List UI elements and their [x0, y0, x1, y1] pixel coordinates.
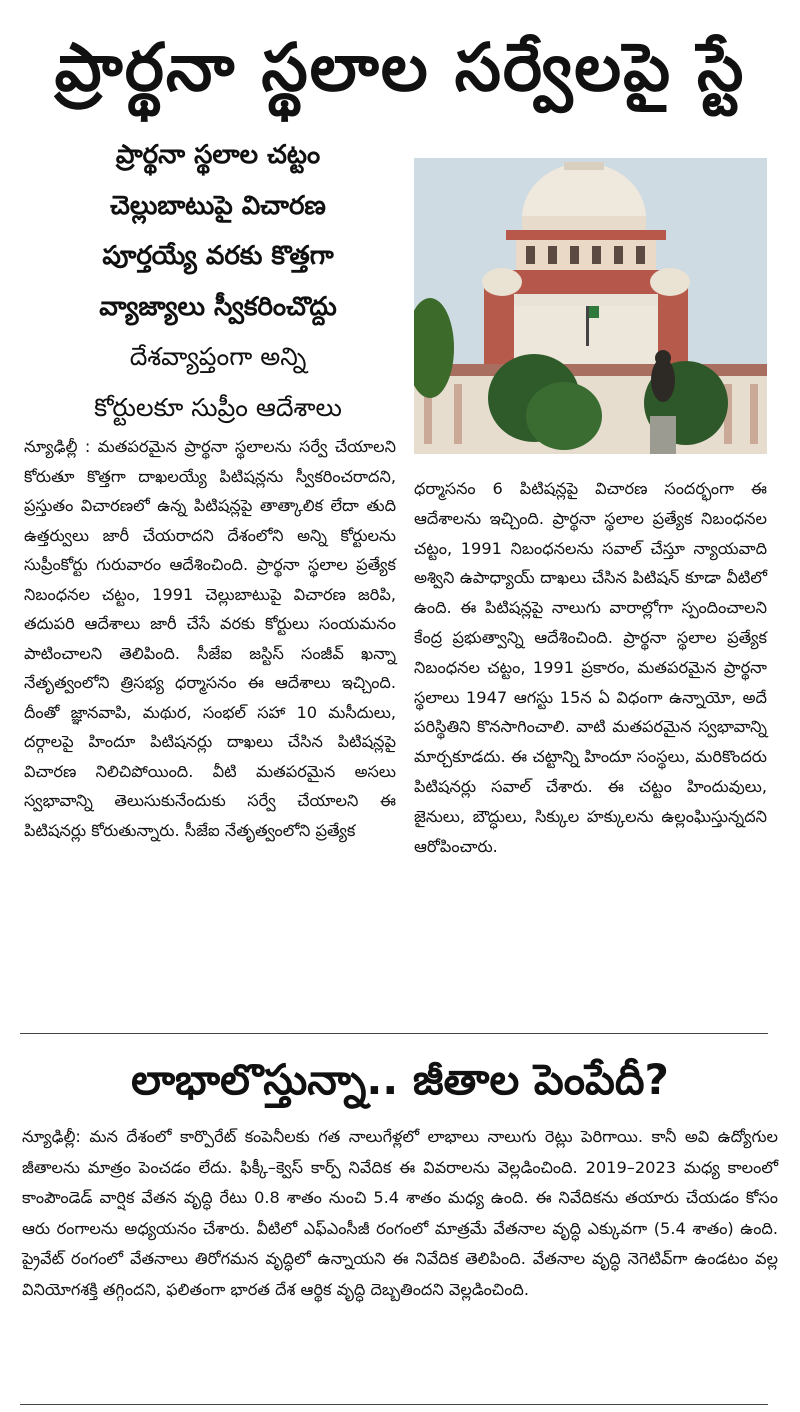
bottom-divider [20, 1404, 768, 1405]
story2-headline: లాభాలొస్తున్నా.. జీతాల పెంపేదీ? [131, 1055, 669, 1104]
subheading-line: దేశవ్యాప్తంగా అన్ని [129, 342, 307, 371]
story1-body-right-column: ధర్మాసనం 6 పిటిషన్లపై విచారణ సందర్భంగా ఈ ఆదేశాలను ఇచ్చింది. ప్రార్థనా స్థలాల ప్రత్యేక నిబంధనల చట్టం, 1991 నిబంధనలను సవాల్ చేస్తూ న్యాయవాది అశ్విని ఉపాధ్యాయ్ దాఖలు చేసిన పిటిషన్ కూడా వీటిలో ఉంది. ఈ పిటిషన్లపై నాలుగు వారాల్లోగా స్పందించాలని కేంద్ర ప్రభుత్వాన్ని ఆదేశించింది. ప్రార్థనా స్థలాల ప్రత్యేక నిబంధనల చట్టం, 1991 ప్రకారం, మతపరమైన ప్రార్థనా స్థలాలు 1947 ఆగస్టు 15న ఏ విధంగా ఉన్నాయో, అదే పరిస్థితిని కొనసాగించాలి. వాటి మతపరమైన స్వభావాన్ని మార్చకూడదు. ఈ చట్టాన్ని హిందూ సంస్థలు, మరికొందరు పిటిషనర్లు సవాల్ చేశారు. ఈ చట్టం హిందువులు, జైనులు, బౌద్ధులు, సిక్కుల హక్కులను ఉల్లంఘిస్తున్నదని ఆరోపించారు. [414, 479, 767, 856]
story1-headline: ప్రార్థనా స్థలాల సర్వేలపై స్టే [54, 29, 746, 106]
subheading-line: ప్రార్థనా స్థలాల చట్టం [115, 140, 321, 170]
subheading-line: చెల్లుబాటుపై విచారణ [110, 190, 326, 221]
story1-subheadings [38, 130, 398, 433]
supreme-court-photo [414, 158, 767, 454]
subheading-line: కోర్టులకూ సుప్రీం ఆదేశాలు [94, 392, 342, 422]
section-divider [20, 1033, 768, 1034]
supreme-court-illustration [414, 158, 767, 454]
subheading-line: వ్యాజ్యాలు స్వీకరించొద్దు [99, 291, 337, 322]
story2-body: న్యూఢిల్లీ: మన దేశంలో కార్పొరేట్ కంపెనీలకు గత నాలుగేళ్లలో లాభాలు నాలుగు రెట్లు పెరిగాయి. కానీ అవి ఉద్యోగుల జీతాలను మాత్రం పెంచడం లేదు. ఫిక్కీ–క్వెస్ కార్ప్ నివేదిక ఈ వివరాలను వెల్లడించింది. 2019–2023 మధ్య కాలంలో కాంపౌండెడ్ వార్షిక వేతన వృద్ధి రేటు 0.8 శాతం నుంచి 5.4 శాతం మధ్య ఉంది. ఈ నివేదికను తయారు చేయడం కోసం ఆరు రంగాలను అధ్యయనం చేశారు. వీటిలో ఎఫ్‌ఎంసీజీ రంగంలో మాత్రమే వేతనాల వృద్ధి ఎక్కువగా (5.4 శాతం) ఉంది. ప్రైవేట్ రంగంలో వేతనాలు తిరోగమన వృద్ధిలో ఉన్నాయని ఈ నివేదిక తెలిపింది. వేతనాల వృద్ధి నెగెటివ్‌గా ఉండటం వల్ల వినియోగశక్తి తగ్గిందని, ఫలితంగా భారత దేశ ఆర్థిక వృద్ధి దెబ్బతిందని వెల్లడించింది. [22, 1127, 778, 1299]
subheading-line: పూర్తయ్యే వరకు కొత్తగా [102, 241, 334, 271]
story1-body-left-column: న్యూఢిల్లీ : మతపరమైన ప్రార్థనా స్థలాలను సర్వే చేయాలని కోరుతూ కొత్తగా దాఖలయ్యే పిటిషన్లను స్వీకరించరాదని, ప్రస్తుతం విచారణలో ఉన్న పిటిషన్లపై తాత్కాలిక లేదా తుది ఉత్తర్వులు జారీ చేయరాదని దేశంలోని అన్ని కోర్టులను సుప్రీంకోర్టు గురువారం ఆదేశించింది. ప్రార్థనా స్థలాల ప్రత్యేక నిబంధనల చట్టం, 1991 చెల్లుబాటుపై విచారణ జరిపి, తదుపరి ఆదేశాలు జారీ చేసే వరకు కోర్టులు సంయమనం పాటించాలని తెలిపింది. సీజేఐ జస్టిస్ సంజీవ్ ఖన్నా నేతృత్వంలోని త్రిసభ్య ధర్మాసనం ఈ ఆదేశాలు ఇచ్చింది. దీంతో జ్ఞానవాపి, మథుర, సంభల్ సహా 10 మసీదులు, దర్గాలపై హిందూ పిటిషనర్లు దాఖలు చేసిన పిటిషన్లపై విచారణ నిలిచిపోయింది. వీటి మతపరమైన అసలు స్వభావాన్ని తెలుసుకునేందుకు సర్వే చేయాలని ఈ పిటిషనర్లు కోరుతున్నారు. సీజేఐ నేతృత్వంలోని ప్రత్యేక [24, 437, 396, 840]
